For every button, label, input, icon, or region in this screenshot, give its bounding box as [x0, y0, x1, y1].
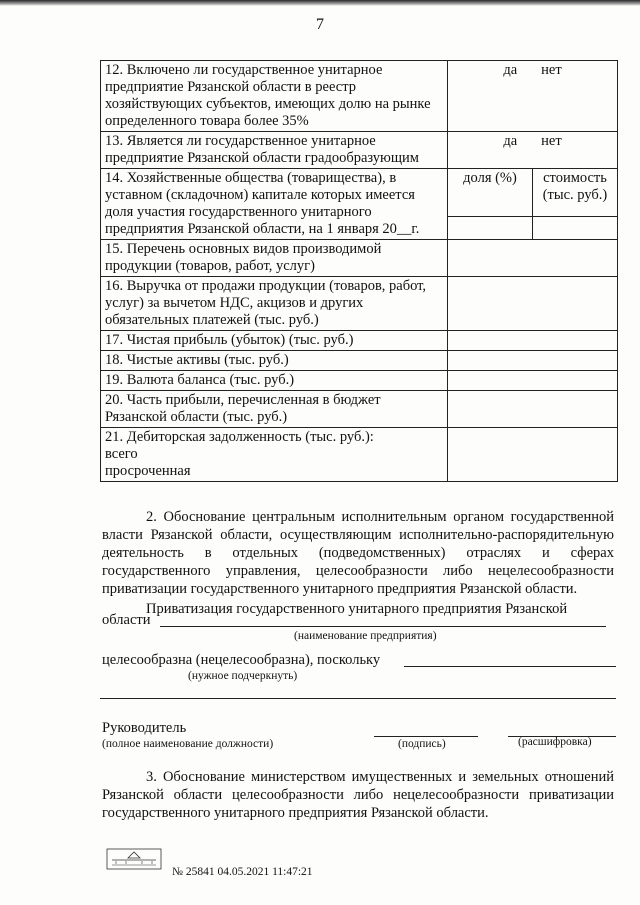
cost-header: стоимость (тыс. руб.): [533, 169, 618, 217]
section-2-paragraph: [102, 508, 614, 598]
enterprise-name-caption: (наименование предприятия): [294, 630, 437, 642]
privatization-text: Приватизация государственного унитарного предприятия Рязанской: [146, 601, 568, 617]
scan-top-edge: [0, 0, 640, 6]
value-cell: [448, 428, 618, 482]
enterprise-name-line: [160, 626, 606, 627]
section-2-text: 2. Обоснование центральным исполнительным органом государственной власти Рязанской области, осуществляющим исполнительно-распорядительную деятельность в отдельных (подведомственных) отраслях и сферах государственного управления, целесообразности либо нецелесообразности приватизации государственного унитарного предприятия Рязанской области.: [102, 509, 614, 597]
government-seal-stamp: [106, 848, 162, 870]
enterprise-info-table: [100, 60, 618, 482]
yes-no-cell: [448, 61, 618, 132]
row-label: 19. Валюта баланса (тыс. руб.): [101, 371, 448, 391]
yes-no-cell: [448, 132, 618, 169]
value-cell: [448, 240, 618, 277]
page-number: 7: [316, 16, 324, 33]
row-label: 12. Включено ли государственное унитарное предприятие Рязанской области в реестр хозяйствующих субъектов, имеющих долю на рынке определенного товара более 35%: [101, 61, 448, 132]
no-option: нет: [541, 133, 562, 149]
underline-caption: (нужное подчеркнуть): [188, 670, 298, 682]
yes-option: да: [503, 62, 518, 78]
decoding-caption: (расшифровка): [518, 736, 592, 748]
share-header: доля (%): [448, 169, 533, 217]
row-label: 16. Выручка от продажи продукции (товаров, работ, услуг) за вычетом НДС, акцизов и других обязательных платежей (тыс. руб.): [101, 277, 448, 331]
reason-line: [404, 666, 616, 667]
privatization-sentence: [102, 600, 614, 618]
registration-number: № 25841 04.05.2021 11:47:21: [172, 866, 313, 878]
value-cell: [448, 371, 618, 391]
receivables-title: 21. Дебиторская задолженность (тыс. руб.):: [105, 429, 374, 445]
value-cell: [448, 391, 618, 428]
table-row: [101, 351, 618, 371]
signature-caption: (подпись): [398, 738, 446, 750]
cost-value-cell: [533, 217, 618, 240]
share-value-cell: [448, 217, 533, 240]
receivables-total: всего: [105, 446, 138, 462]
table-row: [101, 132, 618, 169]
advisable-text: целесообразна (нецелесообразна), поскольку: [102, 652, 381, 668]
table-row: [101, 391, 618, 428]
reason-line-2: [100, 698, 616, 699]
receivables-overdue: просроченная: [105, 463, 191, 479]
table-row: [101, 61, 618, 132]
row-label: 14. Хозяйственные общества (товарищества), в уставном (складочном) капитале которых имеется доля участия государственного унитарного предприятия Рязанской области, на 1 января 20__г.: [101, 169, 448, 240]
row-label: 15. Перечень основных видов производимой продукции (товаров, работ, услуг): [101, 240, 448, 277]
section-3-text: 3. Обоснование министерством имущественных и земельных отношений Рязанской области целесообразности либо нецелесообразности приватизации государственного унитарного предприятия Рязанской области.: [102, 769, 614, 821]
value-cell: [448, 277, 618, 331]
signature-line: [374, 736, 478, 737]
oblast-word: области: [102, 612, 151, 628]
section-3-paragraph: [102, 768, 614, 822]
row-label: [101, 428, 448, 482]
position-caption: (полное наименование должности): [102, 738, 274, 750]
yes-option: да: [503, 133, 518, 149]
table-row: [101, 169, 618, 217]
head-label: Руководитель: [102, 720, 187, 736]
row-label: 17. Чистая прибыль (убыток) (тыс. руб.): [101, 331, 448, 351]
value-cell: [448, 331, 618, 351]
table-row: [101, 371, 618, 391]
row-label: 13. Является ли государственное унитарное предприятие Рязанской области градообразующим: [101, 132, 448, 169]
row-label: 20. Часть прибыли, перечисленная в бюджет Рязанской области (тыс. руб.): [101, 391, 448, 428]
table-row: [101, 277, 618, 331]
table-row: [101, 331, 618, 351]
no-option: нет: [541, 62, 562, 78]
table-row: [101, 240, 618, 277]
table-row: [101, 428, 618, 482]
row-label: 18. Чистые активы (тыс. руб.): [101, 351, 448, 371]
value-cell: [448, 351, 618, 371]
